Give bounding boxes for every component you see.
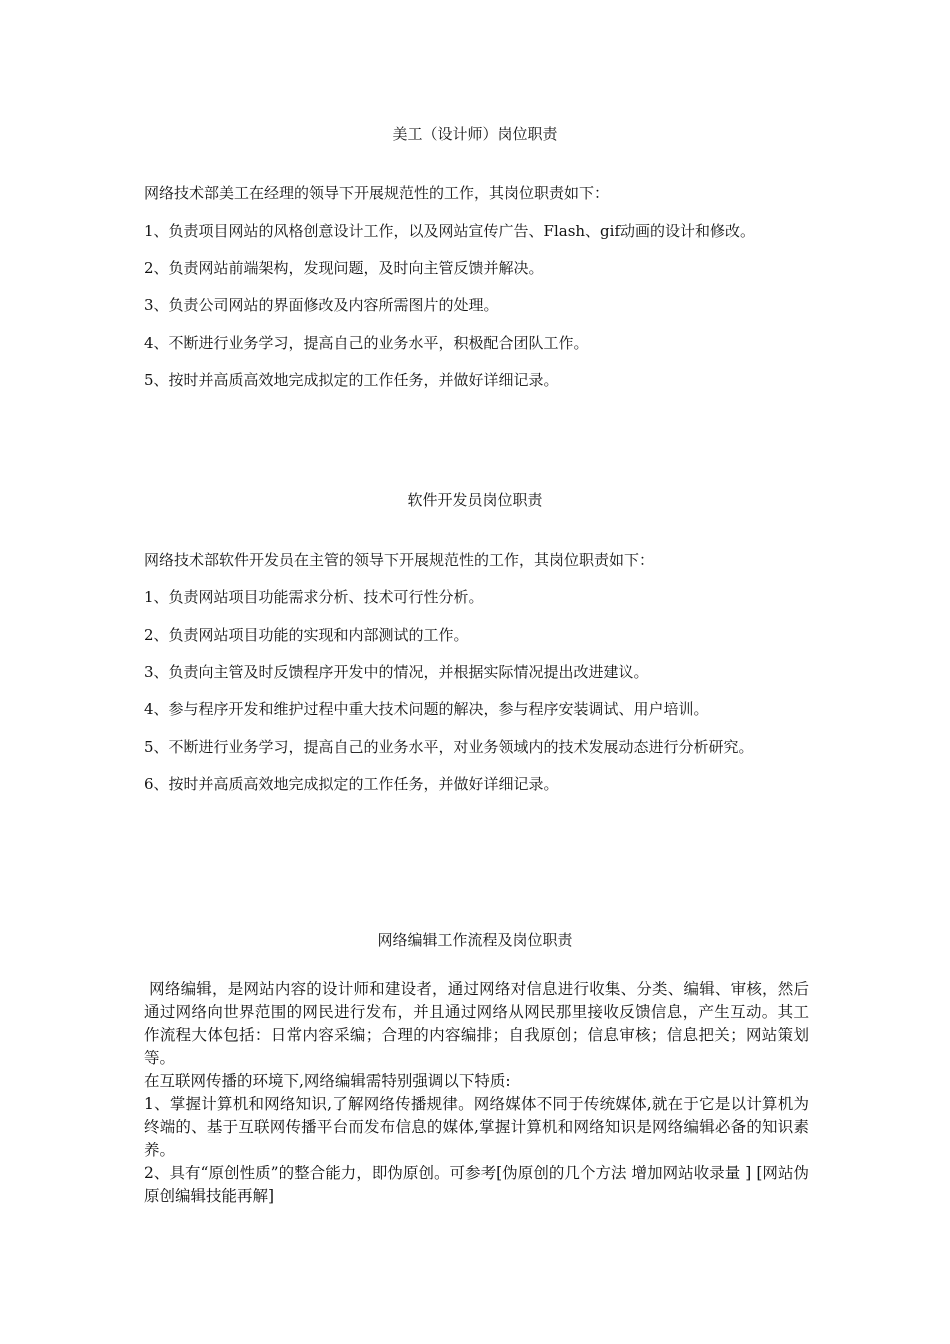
list-item: 4、不断进行业务学习，提高自己的业务水平，积极配合团队工作。 [144,334,589,352]
list-item: 3、负责向主管及时反馈程序开发中的情况，并根据实际情况提出改进建议。 [144,663,649,681]
list-item: 5、按时并高质高效地完成拟定的工作任务，并做好详细记录。 [144,371,559,389]
list-item: 6、按时并高质高效地完成拟定的工作任务，并做好详细记录。 [144,775,559,793]
section-title-developer: 软件开发员岗位职责 [407,491,543,509]
editor-description-paragraph: 网络编辑，是网站内容的设计师和建设者，通过网络对信息进行收集、分类、编辑、审核，然后通过网络向世界范围的网民进行发布，并且通过网络从网民那里接收反馈信息，产生互动。其工作流程大体包括：日常内容采编；合理的内容编排；自我原创；信息审核；信息把关；网站策划等。 [144,980,809,1067]
editor-traits-intro: 在互联网传播的环境下,网络编辑需特别强调以下特质: [144,1072,511,1090]
section-title-editor: 网络编辑工作流程及岗位职责 [377,931,573,949]
list-item: 3、负责公司网站的界面修改及内容所需图片的处理。 [144,296,499,314]
editor-trait-item: 2、具有“原创性质”的整合能力，即伪原创。可参考[伪原创的几个方法 增加网站收录量 ] [网站伪原创编辑技能再解] [144,1164,809,1205]
section-intro-designer: 网络技术部美工在经理的领导下开展规范性的工作，其岗位职责如下： [144,184,610,202]
editor-trait-item: 1、掌握计算机和网络知识,了解网络传播规律。网络媒体不同于传统媒体,就在于它是以计算机为终端的、基于互联网传播平台而发布信息的媒体,掌握计算机和网络知识是网络编辑必备的知识素养。 [144,1095,809,1159]
list-item: 5、不断进行业务学习，提高自己的业务水平，对业务领域内的技术发展动态进行分析研究。 [144,738,754,756]
list-item: 1、负责项目网站的风格创意设计工作，以及网站宣传广告、Flash、gif动画的设计和修改。 [144,222,756,240]
list-item: 2、负责网站前端架构，发现问题，及时向主管反馈并解决。 [144,259,544,277]
section-intro-developer: 网络技术部软件开发员在主管的领导下开展规范性的工作，其岗位职责如下： [144,551,655,569]
list-item: 1、负责网站项目功能需求分析、技术可行性分析。 [144,588,484,606]
list-item: 2、负责网站项目功能的实现和内部测试的工作。 [144,626,469,644]
section-title-designer: 美工（设计师）岗位职责 [392,125,558,143]
list-item: 4、参与程序开发和维护过程中重大技术问题的解决，参与程序安装调试、用户培训。 [144,700,709,718]
